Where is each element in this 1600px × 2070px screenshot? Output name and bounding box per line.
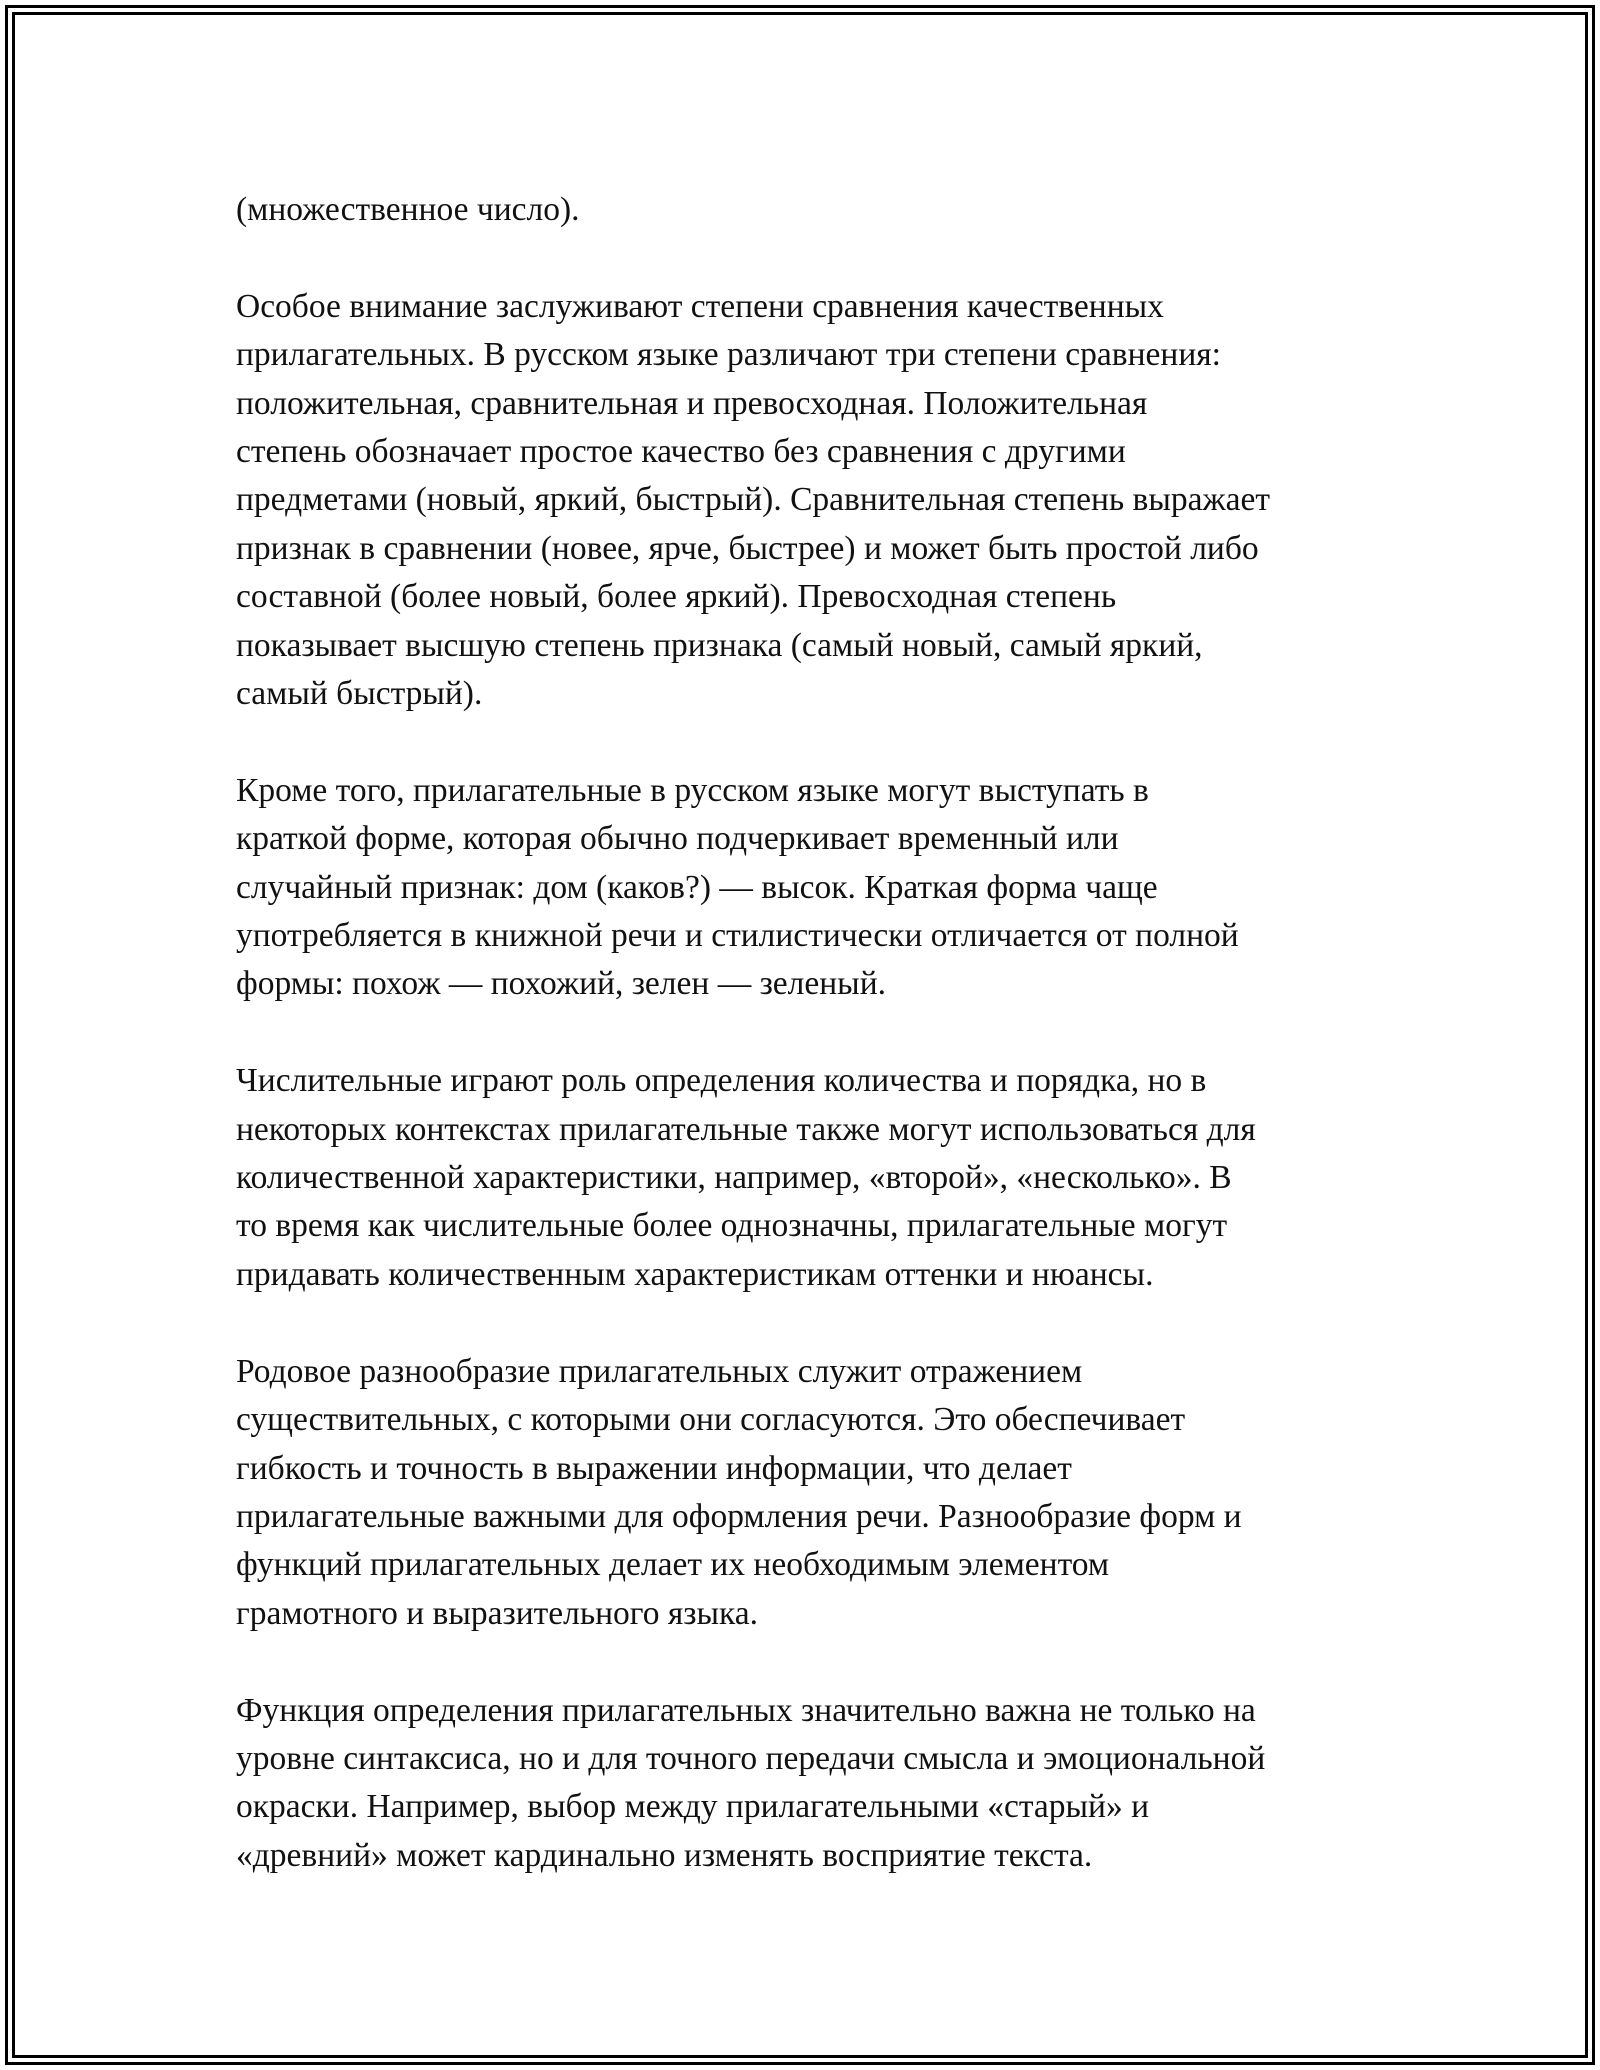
paragraph-comparison-degrees: Особое внимание заслуживают степени сравнения качественных прилагательных. В русском языке различают три степени сравнения: положительная, сравнительная и превосходная. Положительная степень обозначает простое качество без сравнения с другими предметами (новый, яркий, быстрый). Сравнительная степень выражает признак в сравнении (новее, ярче, быстрее) и может быть простой либо составной (более новый, более яркий). Превосходная степень показывает высшую степень признака (самый новый, самый яркий, самый быстрый).	[236, 287, 1271, 713]
paragraph-numerals: Числительные играют роль определения количества и порядка, но в некоторых контекстах прилагательные также могут использоваться для количественной характеристики, например, «второй», «несколько». В то время как числительные более однозначны, прилагательные могут придавать количественным характеристикам оттенки и нюансы.	[236, 1062, 1256, 1293]
paragraph-attribute-function: Функция определения прилагательных значительно важна не только на уровне синтаксиса, но и для точного передачи смысла и эмоциональной окраски. Например, выбор между прилагательными «старый» и «древний» может кардинально изменять восприятие текста.	[236, 1691, 1266, 1874]
paragraph-short-form: Кроме того, прилагательные в русском языке могут выступать в краткой форме, которая обычно подчеркивает временный или случайный признак: дом (каков?) — высок. Краткая форма чаще употребляется в книжной речи и стилистически отличается от полной формы: похож — похожий, зелен — зеленый.	[236, 771, 1239, 1003]
paragraph-gender-variety: Родовое разнообразие прилагательных служит отражением существительных, с которыми они согласуются. Это обеспечивает гибкость и точность в выражении информации, что делает прилагательные важными для оформления речи. Разнообразие форм и функций прилагательных делает их необходимым элементом грамотного и выразительного языка.	[236, 1352, 1242, 1632]
paragraph-continuation: (множественное число).	[236, 191, 580, 228]
document-body	[236, 186, 1386, 1880]
